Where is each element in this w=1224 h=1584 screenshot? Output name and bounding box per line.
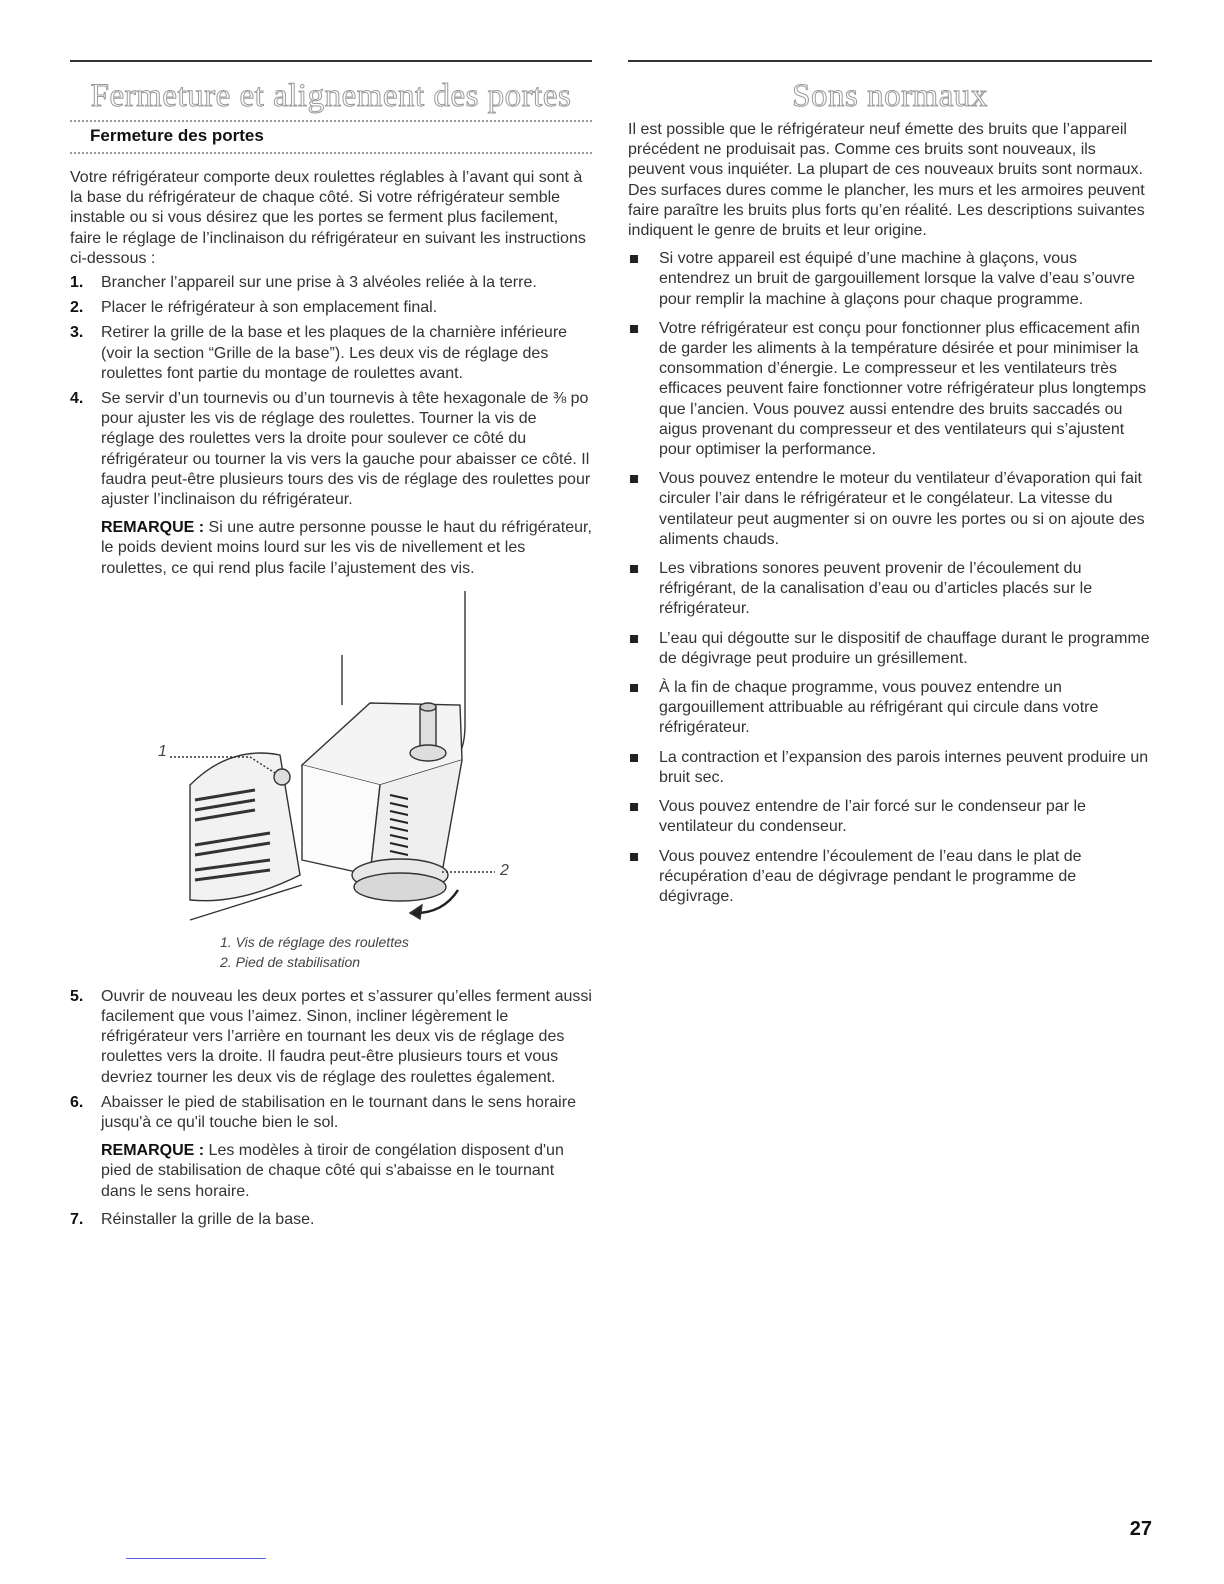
bullet-item (628, 629, 1152, 669)
bullet-item (628, 469, 1152, 550)
section-title-door-closing: Fermeture et alignement des portes (90, 78, 572, 114)
step-text: Retirer la grille de la base et les plaques de la charnière inférieure (voir la section “Grille de la base”). Les deux vis de réglage des roulettes font partie du montage de roulettes avant. (101, 324, 568, 382)
rotation-arrowhead (410, 905, 422, 919)
bullet-square-icon (630, 684, 638, 692)
step-number: 5. (70, 987, 84, 1005)
note-text: Les modèles à tiroir de congélation disposent d'un pied de stabilisation de chaque côté qui s'abaisse en le tournant dans le sens horaire. (101, 1142, 564, 1200)
bullet-square-icon (630, 853, 638, 861)
note-text: Si une autre personne pousse le haut du réfrigérateur, le poids devient moins lourd sur les vis de nivellement et les roulettes, ce qui rend plus facile l’ajustement des vis. (101, 519, 592, 577)
step-item (70, 323, 592, 384)
note-label: REMARQUE : (101, 519, 205, 537)
roller-illustration (70, 585, 592, 975)
page-number: 27 (1129, 1518, 1152, 1540)
bullet-text: La contraction et l’expansion des parois internes peuvent produire un bruit sec. (659, 748, 1149, 786)
step-text: Placer le réfrigérateur à son emplacement final. (101, 299, 438, 317)
step-item (70, 273, 592, 293)
step-item (70, 389, 592, 579)
sounds-intro-paragraph: Il est possible que le réfrigérateur neuf émette des bruits que l’appareil précédent ne produisait pas. Comme ces bruits sont nouveaux, ils peuvent vous inquiéter. La plupart de ces nouveaux bruits sont normaux. Des surfaces dures comme le plancher, les murs et les armoires peuvent faire paraître les bruits plus forts qu’en réalité. Les descriptions suivantes indiquent le genre de bruits et leur origine. (628, 121, 1145, 240)
footer-link-underline (126, 1558, 266, 1559)
step-number: 3. (70, 324, 84, 342)
leveling-foot-base (354, 873, 446, 901)
step-text: Se servir d’un tournevis ou d’un tournevis à tête hexagonale de ⅜ po pour ajuster les vis de réglage des roulettes. Tourner la vis de réglage des roulettes vers la droite pour soulever ce côté du réfrigérateur ou tourner la vis vers la gauche pour abaisser ce côté. Il faudra peut-être plusieurs tours des vis de réglage des roulettes pour ajuster l’inclinaison du réfrigérateur. (101, 390, 591, 509)
sounds-bullet-list (628, 249, 1152, 907)
bullet-square-icon (630, 325, 638, 333)
step-text: Abaisser le pied de stabilisation en le tournant dans le sens horaire jusqu'à ce qu'il touche bien le sol. (101, 1093, 576, 1132)
bullet-item (628, 847, 1152, 908)
subheading-door-closing: Fermeture des portes (90, 126, 264, 145)
step-number: 2. (70, 299, 84, 317)
bullet-square-icon (630, 754, 638, 762)
note-paragraph-2 (101, 1141, 592, 1202)
steps-list-1 (70, 273, 592, 579)
bullet-text: Votre réfrigérateur est conçu pour fonctionner plus efficacement afin de garder les aliments à la température désirée et pour minimiser la consommation d’énergie. Le compresseur et les ventilateurs très efficaces peuvent faire fonctionner votre réfrigérateur plus longtemps que l’ancien. Vous pouvez aussi entendre des bruits saccadés ou aigus provenant du compresseur et des ventilateurs qui s’ajustent pour optimiser la performance. (659, 319, 1147, 459)
figure-label-1: 1 (158, 742, 167, 760)
note-paragraph-1 (101, 518, 592, 579)
bullet-item (628, 797, 1152, 837)
bullet-item (628, 748, 1152, 788)
step-number: 4. (70, 390, 84, 408)
bullet-text: Vous pouvez entendre l’écoulement de l’eau dans le plat de récupération d’eau de dégivrage pendant le programme de dégivrage. (659, 847, 1082, 905)
step-text: Ouvrir de nouveau les deux portes et s’assurer qu’elles ferment aussi facilement que vous l’aimez. Sinon, incliner légèrement le réfrigérateur vers l’arrière en tournant les deux vis de réglage des roulettes vers la droite. Il faudra peut-être plusieurs tours et vous devriez tourner les deux vis de réglage des roulettes également. (101, 987, 592, 1086)
subheading-bar (70, 120, 592, 154)
bullet-text: L’eau qui dégoutte sur le dispositif de chauffage durant le programme de dégivrage peut produire un grésillement. (659, 629, 1150, 667)
roller-adjustment-figure (70, 585, 592, 975)
bullet-square-icon (630, 255, 638, 263)
bullet-text: À la fin de chaque programme, vous pouvez entendre un gargouillement attribuable au réfrigérant qui circule dans votre réfrigérateur. (659, 679, 1099, 737)
step-item (70, 1210, 592, 1230)
caption-2: 2. Pied de stabilisation (220, 953, 361, 970)
left-column (70, 60, 592, 1235)
step-text: Brancher l’appareil sur une prise à 3 alvéoles reliée à la terre. (101, 274, 537, 292)
adjustment-screw (274, 769, 290, 785)
step-number: 6. (70, 1093, 84, 1111)
step-item (70, 987, 592, 1088)
bullet-text: Si votre appareil est équipé d’une machine à glaçons, vous entendrez un bruit de gargouillement lorsque la valve d’eau s’ouvre pour remplir la machine à glaçons pour chaque programme. (659, 250, 1135, 308)
figure-label-2: 2 (500, 861, 509, 879)
step-item (70, 1093, 592, 1202)
bullet-text: Vous pouvez entendre de l’air forcé sur le condenseur par le ventilateur du condenseur. (659, 798, 1086, 836)
caption-1: 1. Vis de réglage des roulettes (220, 933, 409, 950)
intro-paragraph: Votre réfrigérateur comporte deux roulettes réglables à l’avant qui sont à la base du réfrigérateur de chaque côté. Si votre réfrigérateur semble instable ou si vous désirez que les portes se ferment plus facilement, faire le réglage de l’inclinaison du réfrigérateur en suivant les instructions ci-dessous : (70, 169, 586, 267)
step-number: 1. (70, 274, 84, 292)
top-rule (70, 60, 592, 62)
bullet-item (628, 678, 1152, 739)
bullet-item (628, 249, 1152, 310)
bullet-square-icon (630, 475, 638, 483)
right-column (628, 60, 1152, 916)
step-text: Réinstaller la grille de la base. (101, 1210, 315, 1228)
bullet-square-icon (630, 803, 638, 811)
section-title-normal-sounds: Sons normaux (792, 78, 988, 114)
bullet-square-icon (630, 565, 638, 573)
bullet-square-icon (630, 635, 638, 643)
bullet-text: Les vibrations sonores peuvent provenir de l’écoulement du réfrigérant, de la canalisation d’eau ou d’articles placés sur le réfrigérateur. (659, 560, 1093, 618)
top-rule (628, 60, 1152, 62)
screw-head (420, 703, 436, 711)
note-label: REMARQUE : (101, 1142, 205, 1160)
screw-collar (410, 745, 446, 761)
bullet-text: Vous pouvez entendre le moteur du ventilateur d’évaporation qui fait circuler l’air dans le réfrigérateur et le congélateur. La vitesse du ventilateur peut augmenter si on ouvre les portes ou si on ajoute des aliments chauds. (659, 470, 1145, 548)
bullet-item (628, 319, 1152, 460)
steps-list-2 (70, 987, 592, 1230)
step-item (70, 298, 592, 318)
step-number: 7. (70, 1210, 84, 1228)
bullet-item (628, 559, 1152, 620)
